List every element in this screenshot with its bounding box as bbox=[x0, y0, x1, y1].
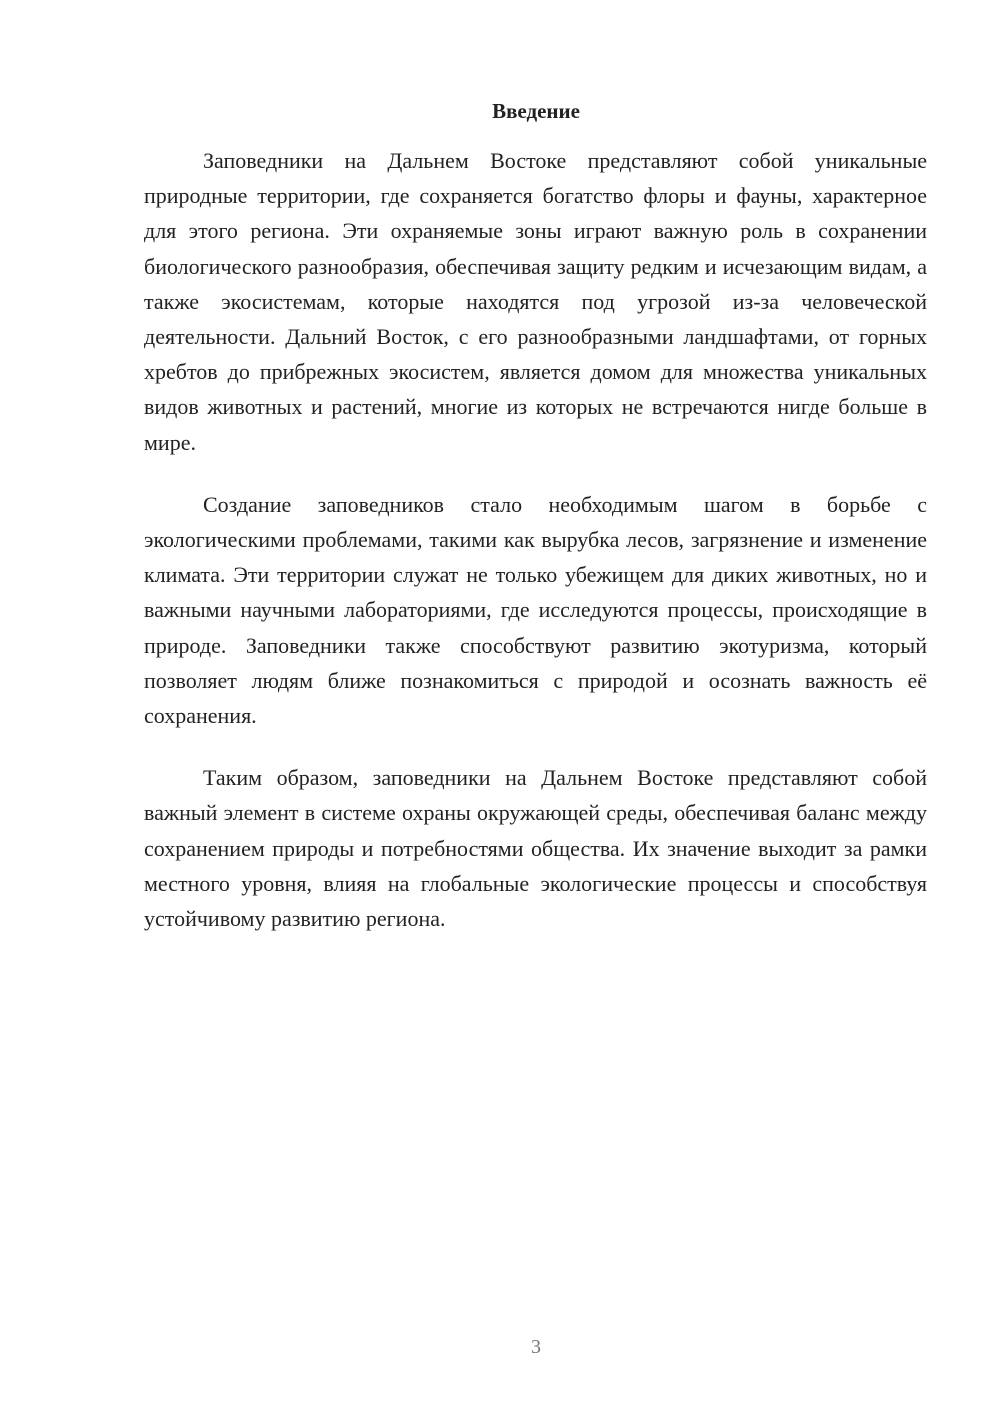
page-number: 3 bbox=[531, 1336, 541, 1358]
body-text bbox=[144, 143, 927, 963]
paragraph-reserves-creation: Создание заповедников стало необходимым шагом в борьбе с экологическими проблемами, такими как вырубка лесов, загрязнение и изменение климата. Эти территории служат не только убежищем для диких животных, но и важными научными лабораториями, где исследуются процессы, происходящие в природе. Заповедники также способствуют развитию экотуризма, который позволяет людям ближе познакомиться с природой и осознать важность её сохранения. bbox=[144, 491, 927, 729]
paragraph-conclusion: Таким образом, заповедники на Дальнем Востоке представляют собой важный элемент в системе охраны окружающей среды, обеспечивая баланс между сохранением природы и потребностями общества. Их значение выходит за рамки местного уровня, влияя на глобальные экологические процессы и способствуя устойчивому развитию региона. bbox=[144, 765, 927, 932]
paragraph-intro: Заповедники на Дальнем Востоке представляют собой уникальные природные территории, где сохраняется богатство флоры и фауны, характерное для этого региона. Эти охраняемые зоны играют важную роль в сохранении биологического разнообразия, обеспечивая защиту редким и исчезающим видам, а также экосистемам, которые находятся под угрозой из-за человеческой деятельности. Дальний Восток, с его разнообразными ландшафтами, от горных хребтов до прибрежных экосистем, является домом для множества уникальных видов животных и растений, многие из которых не встречаются нигде больше в мире. bbox=[144, 148, 927, 455]
section-heading: Введение bbox=[492, 99, 580, 123]
